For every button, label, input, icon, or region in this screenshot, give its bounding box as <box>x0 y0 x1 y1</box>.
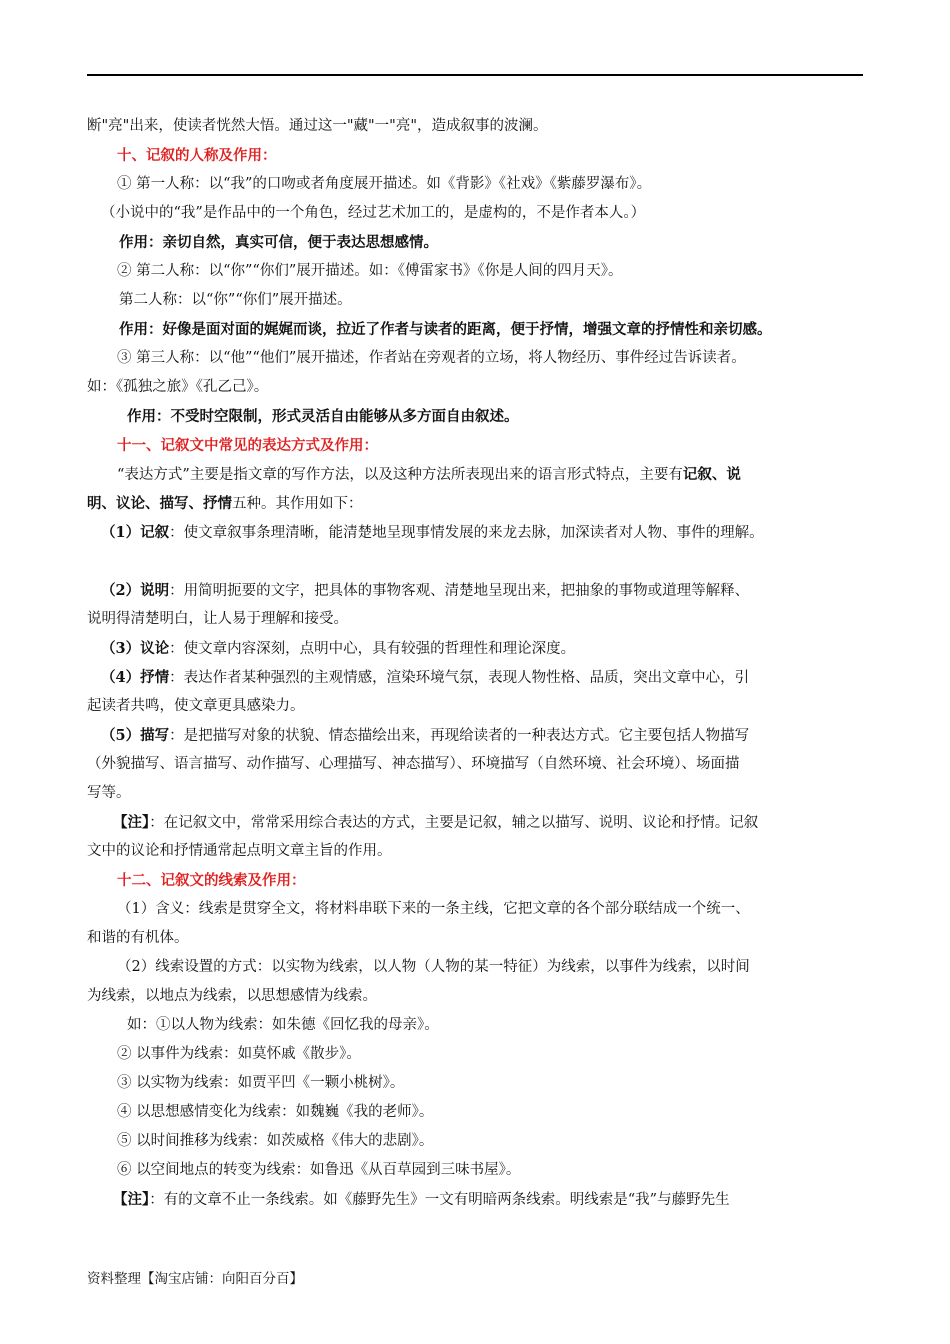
text-line: 为线索，以地点为线索，以思想感情为线索。 <box>87 988 377 1004</box>
text-run: “表达方式”主要是指文章的写作方法，以及这种方法所表现出来的语言形式特点，主要有 <box>117 467 683 483</box>
text-line <box>87 1185 869 1214</box>
header-rule <box>87 74 863 76</box>
text-line: （1）含义：线索是贯穿全文，将材料串联下来的一条主线，它把文章的各个部分联结成一个统一、 <box>117 901 750 917</box>
label-bold: （2）说明 <box>101 582 170 599</box>
text-line: 第二人称：以“你”“你们”展开描述。 <box>119 292 352 308</box>
text-line <box>87 808 869 837</box>
text-run: ：使文章内容深刻，点明中心，具有较强的哲理性和理论深度。 <box>169 641 576 657</box>
document-body <box>87 112 869 1214</box>
text-line: 如：《孤独之旅》《孔乙己》。 <box>87 379 269 395</box>
text-line: 如：①以人物为线索：如朱德《回忆我的母亲》。 <box>127 1017 439 1033</box>
text-line: 说明得清楚明白，让人易于理解和接受。 <box>87 611 348 627</box>
text-line <box>87 460 869 489</box>
text-line-bold: 作用：好像是面对面的娓娓而谈，拉近了作者与读者的距离，便于抒情，增强文章的抒情性和亲切感。 <box>119 321 772 338</box>
section-heading: 十二、记叙文的线索及作用： <box>117 872 306 889</box>
note-label: 【注】 <box>113 1191 150 1208</box>
text-run: ：表达作者某种强烈的主观情感，渲染环境气氛，表现人物性格、品质，突出文章中心，引 <box>169 670 750 686</box>
text-run: ：在记叙文中，常常采用综合表达的方式，主要是记叙，辅之以描写、说明、议论和抒情。记叙 <box>149 815 759 831</box>
text-line <box>87 576 869 605</box>
text-line <box>87 634 869 663</box>
text-line: ⑤ 以时间推移为线索：如茨威格《伟大的悲剧》。 <box>117 1133 434 1149</box>
text-line: 写等。 <box>87 785 131 801</box>
text-line: ④ 以思想感情变化为线索：如魏巍《我的老师》。 <box>117 1104 434 1120</box>
blank-line <box>87 547 869 576</box>
text-line <box>87 518 869 547</box>
text-line: 断"亮"出来，使读者恍然大悟。通过这一"藏"一"亮"，造成叙事的波澜。 <box>87 118 548 134</box>
text-line <box>87 663 869 692</box>
text-line <box>87 489 869 518</box>
text-run: 五种。其作用如下： <box>232 496 363 512</box>
text-run: ：用简明扼要的文字，把具体的事物客观、清楚地呈现出来，把抽象的事物或道理等解释、 <box>169 583 750 599</box>
label-bold: （1）记叙 <box>101 524 170 541</box>
note-label: 【注】 <box>113 814 150 831</box>
text-line: 起读者共鸣，使文章更具感染力。 <box>87 698 305 714</box>
label-bold: （3）议论 <box>101 640 170 657</box>
text-line: ② 第二人称：以“你”“你们”展开描述。如：《傅雷家书》《你是人间的四月天》。 <box>117 263 623 279</box>
text-line: ③ 第三人称：以“他”“他们”展开描述，作者站在旁观者的立场，将人物经历、事件经过告诉读者。 <box>117 350 746 366</box>
label-bold: （5）描写 <box>101 727 170 744</box>
text-line-bold: 作用：不受时空限制，形式灵活自由能够从多方面自由叙述。 <box>127 408 519 425</box>
label-bold: （4）抒情 <box>101 669 170 686</box>
text-line <box>87 721 869 750</box>
section-heading: 十一、记叙文中常见的表达方式及作用： <box>117 437 378 454</box>
text-run-bold: 明、议论、描写、抒情 <box>87 495 232 512</box>
text-line: ③ 以实物为线索：如贾平凹《一颗小桃树》。 <box>117 1075 405 1091</box>
text-run-bold: 记叙、说 <box>682 466 741 483</box>
section-heading: 十、记叙的人称及作用： <box>117 147 277 164</box>
text-run: ：使文章叙事条理清晰，能清楚地呈现事情发展的来龙去脉，加深读者对人物、事件的理解。 <box>169 525 764 541</box>
text-line: （外貌描写、语言描写、动作描写、心理描写、神态描写）、环境描写（自然环境、社会环境）、场面描 <box>87 756 740 772</box>
text-run: ：是把描写对象的状貌、情态描绘出来，再现给读者的一种表达方式。它主要包括人物描写 <box>169 728 750 744</box>
text-line: 和谐的有机体。 <box>87 930 189 946</box>
text-line: ⑥ 以空间地点的转变为线索：如鲁迅《从百草园到三味书屋》。 <box>117 1162 521 1178</box>
text-line: （小说中的“我”是作品中的一个角色，经过艺术加工的，是虚构的，不是作者本人。） <box>101 205 646 221</box>
text-line: ① 第一人称：以“我”的口吻或者角度展开描述。如《背影》《社戏》《紫藤罗瀑布》。 <box>117 176 652 192</box>
text-line: （2）线索设置的方式：以实物为线索，以人物（人物的某一特征）为线索，以事件为线索，以时间 <box>117 959 750 975</box>
text-line: ② 以事件为线索：如莫怀戚《散步》。 <box>117 1046 361 1062</box>
text-line-bold: 作用：亲切自然，真实可信，便于表达思想感情。 <box>119 234 438 251</box>
page-footer: 资料整理【淘宝店铺：向阳百分百】 <box>87 1271 303 1287</box>
text-run: ：有的文章不止一条线索。如《藤野先生》一文有明暗两条线索。明线索是“我”与藤野先生 <box>149 1192 730 1208</box>
text-line: 文中的议论和抒情通常起点明文章主旨的作用。 <box>87 843 392 859</box>
